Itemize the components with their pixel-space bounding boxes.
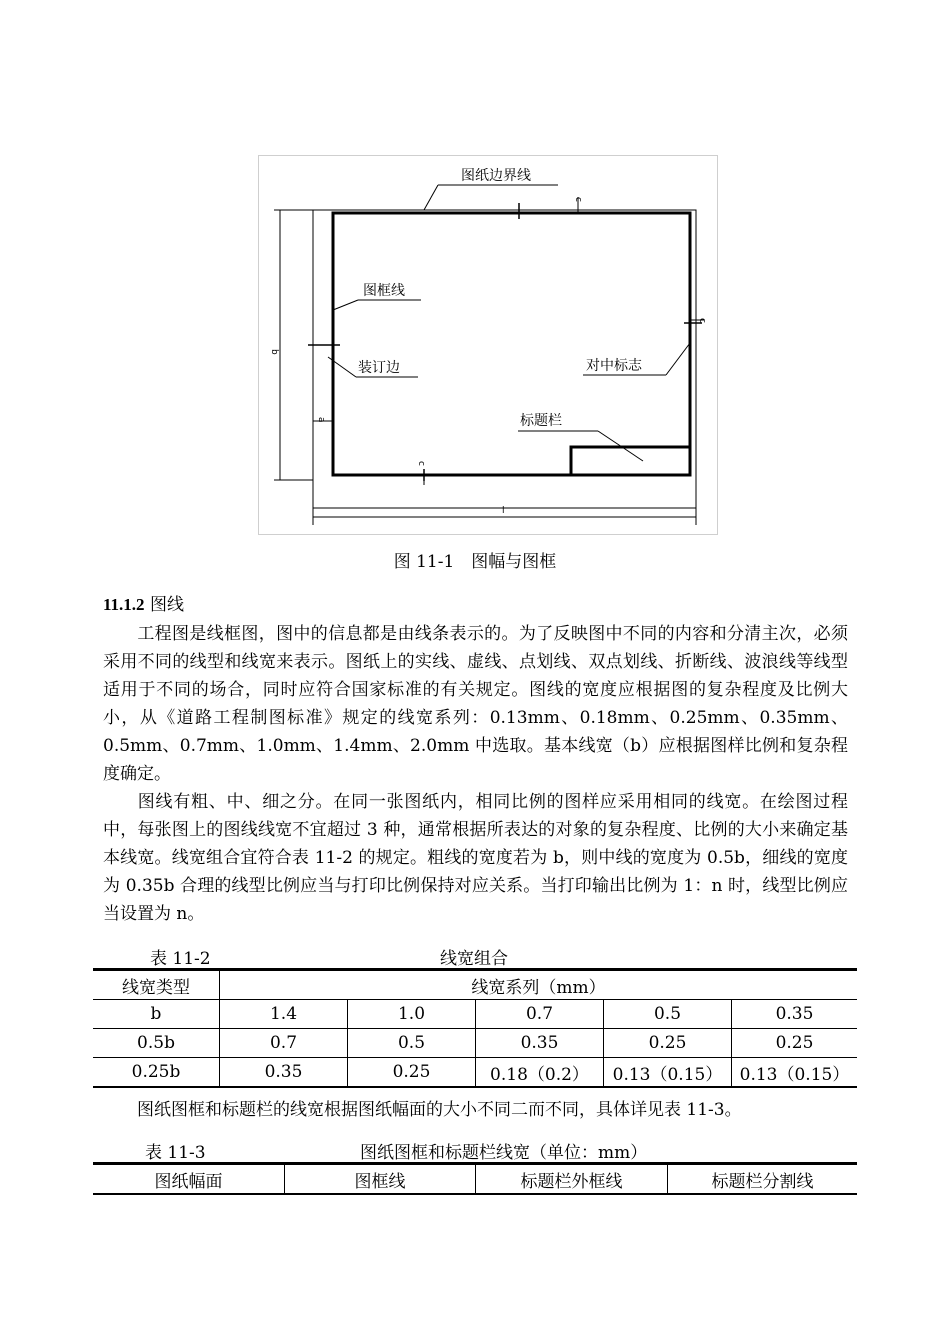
table-cell: 0.35: [476, 1029, 604, 1058]
paragraph-line-types: [103, 620, 848, 788]
figure-caption: 图 11-1 图幅与图框: [393, 552, 557, 572]
section-heading: [103, 590, 184, 615]
paragraph-line-widths: [103, 788, 848, 928]
table-row: [93, 1029, 857, 1058]
header-cell: 线宽系列（mm）: [220, 970, 858, 1000]
dim-b-label: b: [269, 349, 279, 355]
header-cell: 标题栏分割线: [668, 1164, 858, 1195]
line-width-table: [93, 968, 857, 1088]
table2-title: 线宽组合: [440, 949, 508, 969]
table-cell: 0.7: [220, 1029, 348, 1058]
table-header-row: [93, 970, 857, 1000]
paragraph-text: 图纸图框和标题栏的线宽根据图纸幅面的大小不同二而不同，具体详见表 11-3。: [137, 1100, 742, 1120]
header-cell: 标题栏外框线: [476, 1164, 668, 1195]
table-cell: b: [93, 1000, 220, 1029]
dim-c-right-label: c: [697, 318, 707, 323]
header-cell: 图框线: [285, 1164, 476, 1195]
table-row: [93, 1058, 857, 1088]
frame-line: [333, 213, 690, 475]
table-cell: 0.35: [220, 1058, 348, 1088]
table3-title: 图纸图框和标题栏线宽（单位：mm）: [360, 1143, 648, 1163]
table-cell: 0.35: [732, 1000, 858, 1029]
table-cell: 1.4: [220, 1000, 348, 1029]
section-number: 11.1.2: [103, 595, 145, 614]
header-cell: 线宽类型: [93, 970, 220, 1000]
table-cell: 0.13（0.15）: [604, 1058, 732, 1088]
table-cell: 0.25: [604, 1029, 732, 1058]
table-cell: 0.13（0.15）: [732, 1058, 858, 1088]
paragraph-text: 工程图是线框图，图中的信息都是由线条表示的。为了反映图中不同的内容和分清主次，必须采用不同的线型和线宽来表示。图纸上的实线、虚线、点划线、双点划线、折断线、波浪线等线型适用于不同的场合，同时应符合国家标准的有关规定。图线的宽度应根据图的复杂程度及比例大小，从《道路工程制图标准》规定的线宽系列：0.13mm、0.18mm、0.25mm、0.35mm、0.5mm、0.7mm、1.0mm、1.4mm、2.0mm 中选取。基本线宽（b）应根据图样比例和复杂程度确定。: [103, 624, 848, 784]
dim-l-label: l: [502, 506, 505, 516]
dim-c-top-label: c: [573, 197, 583, 202]
label-frame-line: 图框线: [363, 283, 405, 299]
label-border-line: 图纸边界线: [461, 168, 531, 184]
table-header-row: [93, 1164, 857, 1195]
table-cell: 1.0: [348, 1000, 476, 1029]
section-title: 图线: [149, 595, 184, 615]
table-cell: 0.25: [732, 1029, 858, 1058]
label-center-mark: 对中标志: [586, 358, 642, 374]
label-binding-edge: 装订边: [358, 360, 400, 376]
table-row: [93, 1000, 857, 1029]
table-cell: 0.25: [348, 1058, 476, 1088]
header-cell: 图纸幅面: [93, 1164, 285, 1195]
table2-number: 表 11-2: [150, 949, 211, 969]
table-cell: 0.5: [604, 1000, 732, 1029]
label-title-block: 标题栏: [520, 413, 562, 429]
paragraph-frame-widths: [103, 1096, 848, 1124]
table-cell: 0.5: [348, 1029, 476, 1058]
table-cell: 0.25b: [93, 1058, 220, 1088]
drawing-frame-figure: [258, 155, 718, 535]
table-cell: 0.18（0.2）: [476, 1058, 604, 1088]
paragraph-text: 图线有粗、中、细之分。在同一张图纸内，相同比例的图样应采用相同的线宽。在绘图过程中，每张图上的图线线宽不宜超过 3 种，通常根据所表达的对象的复杂程度、比例的大小来确定基本线宽。线宽组合宜符合表 11-2 的规定。粗线的宽度若为 b，则中线的宽度为 0.5b，细线的宽度为 0.35b 合理的线型比例应当与打印比例保持对应关系。当打印输出比例为 1：n 时，线型比例应当设置为 n。: [103, 792, 848, 924]
dim-c-bottom-label: c: [416, 461, 426, 466]
table-cell: 0.7: [476, 1000, 604, 1029]
dim-a-label: a: [316, 417, 326, 423]
title-block: [571, 447, 690, 475]
table3-number: 表 11-3: [145, 1143, 206, 1163]
frame-line-width-table: [93, 1162, 857, 1195]
table-cell: 0.5b: [93, 1029, 220, 1058]
